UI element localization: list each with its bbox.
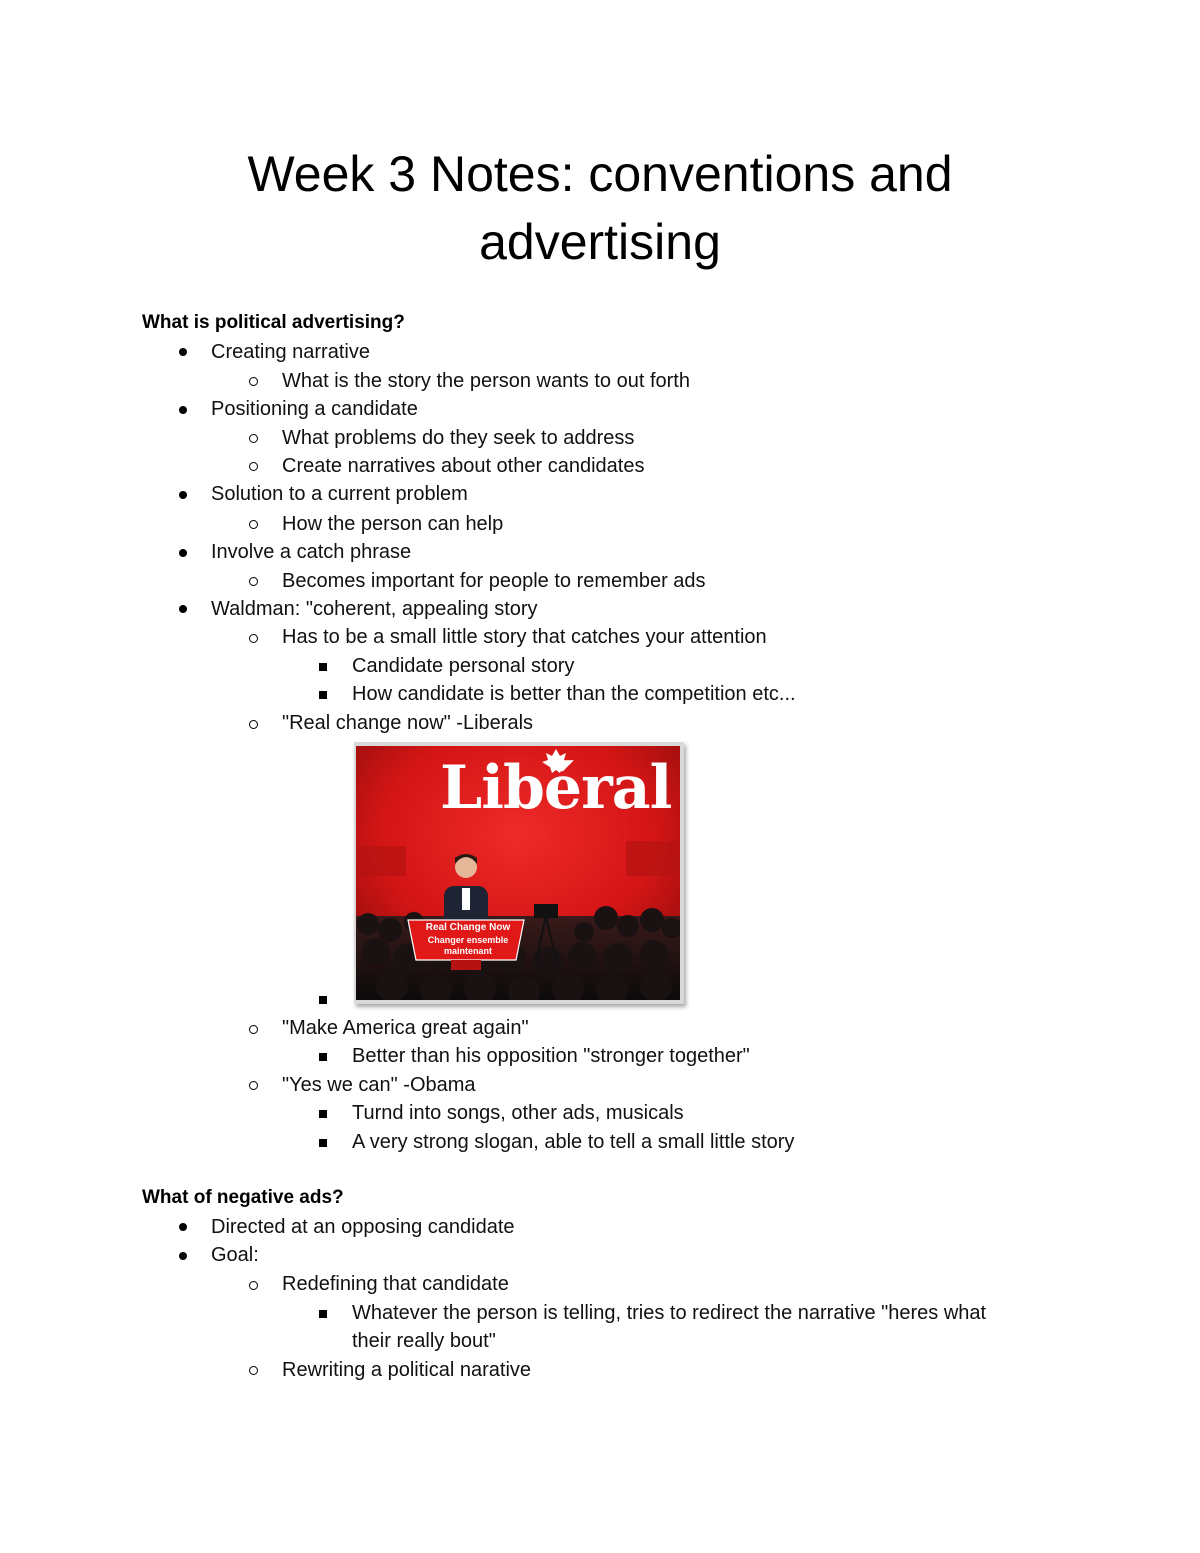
title-line-1: Week 3 Notes: conventions and	[247, 146, 953, 202]
list-item: Waldman: "coherent, appealing story	[211, 598, 538, 620]
list-item: Turnd into songs, other ads, musicals	[352, 1102, 684, 1124]
bullet-disc-icon	[179, 1223, 187, 1231]
bullet-disc-icon	[179, 605, 187, 613]
bullet-circle-icon	[249, 577, 258, 586]
podium-slogan-fr: Changer ensemble	[427, 935, 509, 945]
podium-slogan-en: Real Change Now	[425, 922, 511, 933]
bullet-circle-icon	[249, 520, 258, 529]
bullet-circle-icon	[249, 377, 258, 386]
list-item: Better than his opposition "stronger together"	[352, 1045, 750, 1067]
bullet-disc-icon	[179, 1252, 187, 1260]
bullet-circle-icon	[249, 1366, 258, 1375]
title-line-2: advertising	[479, 214, 721, 270]
list-item: Whatever the person is telling, tries to redirect the narrative "heres what	[352, 1302, 987, 1324]
list-item: Goal:	[211, 1244, 259, 1266]
list-item: How the person can help	[282, 513, 504, 535]
bullet-circle-icon	[249, 634, 258, 643]
liberal-logo: Libéral	[440, 753, 672, 823]
list-item: Rewriting a political narative	[282, 1359, 532, 1381]
rally-image	[356, 746, 680, 1000]
list-item: Directed at an opposing candidate	[211, 1216, 515, 1238]
bullet-disc-icon	[179, 348, 187, 356]
list-item: How candidate is better than the competition etc...	[352, 683, 796, 705]
bullet-circle-icon	[249, 1025, 258, 1034]
list-item-continuation: their really bout"	[352, 1330, 496, 1352]
list-item: Involve a catch phrase	[211, 541, 412, 563]
liberal-rally-photo	[354, 742, 684, 1004]
list-item: Creating narrative	[211, 341, 370, 363]
list-item: "Real change now" -Liberals	[282, 712, 534, 734]
bullet-square-icon	[319, 691, 327, 699]
list-item: Positioning a candidate	[211, 398, 418, 420]
bullet-disc-icon	[179, 549, 187, 557]
bullet-square-icon	[319, 1110, 327, 1118]
section-heading-political-advertising: What is political advertising?	[142, 312, 405, 333]
bullet-square-icon	[319, 663, 327, 671]
bullet-square-icon	[319, 1310, 327, 1318]
section-heading-negative-ads: What of negative ads?	[142, 1187, 344, 1208]
bullet-disc-icon	[179, 406, 187, 414]
bullet-circle-icon	[249, 1281, 258, 1290]
list-item: Candidate personal story	[352, 655, 575, 677]
bullet-square-icon	[319, 1053, 327, 1061]
list-item: What is the story the person wants to out forth	[282, 370, 690, 392]
bullet-circle-icon	[249, 434, 258, 443]
list-item: What problems do they seek to address	[282, 427, 635, 449]
list-item: Becomes important for people to remember ads	[282, 570, 706, 592]
list-item: Solution to a current problem	[211, 483, 468, 505]
bullet-square-icon	[319, 1139, 327, 1147]
podium-slogan-fr-2: maintenant	[443, 946, 492, 956]
list-item: "Yes we can" -Obama	[282, 1074, 476, 1096]
bullet-square-icon	[319, 996, 327, 1004]
list-item: Redefining that candidate	[282, 1273, 509, 1295]
bullet-circle-icon	[249, 720, 258, 729]
list-item: "Make America great again"	[282, 1017, 529, 1039]
list-item: A very strong slogan, able to tell a small little story	[352, 1131, 795, 1153]
bullet-circle-icon	[249, 462, 258, 471]
list-item: Has to be a small little story that catches your attention	[282, 626, 767, 648]
bullet-circle-icon	[249, 1081, 258, 1090]
list-item: Create narratives about other candidates	[282, 455, 645, 477]
bullet-disc-icon	[179, 491, 187, 499]
page-title	[0, 140, 1200, 276]
